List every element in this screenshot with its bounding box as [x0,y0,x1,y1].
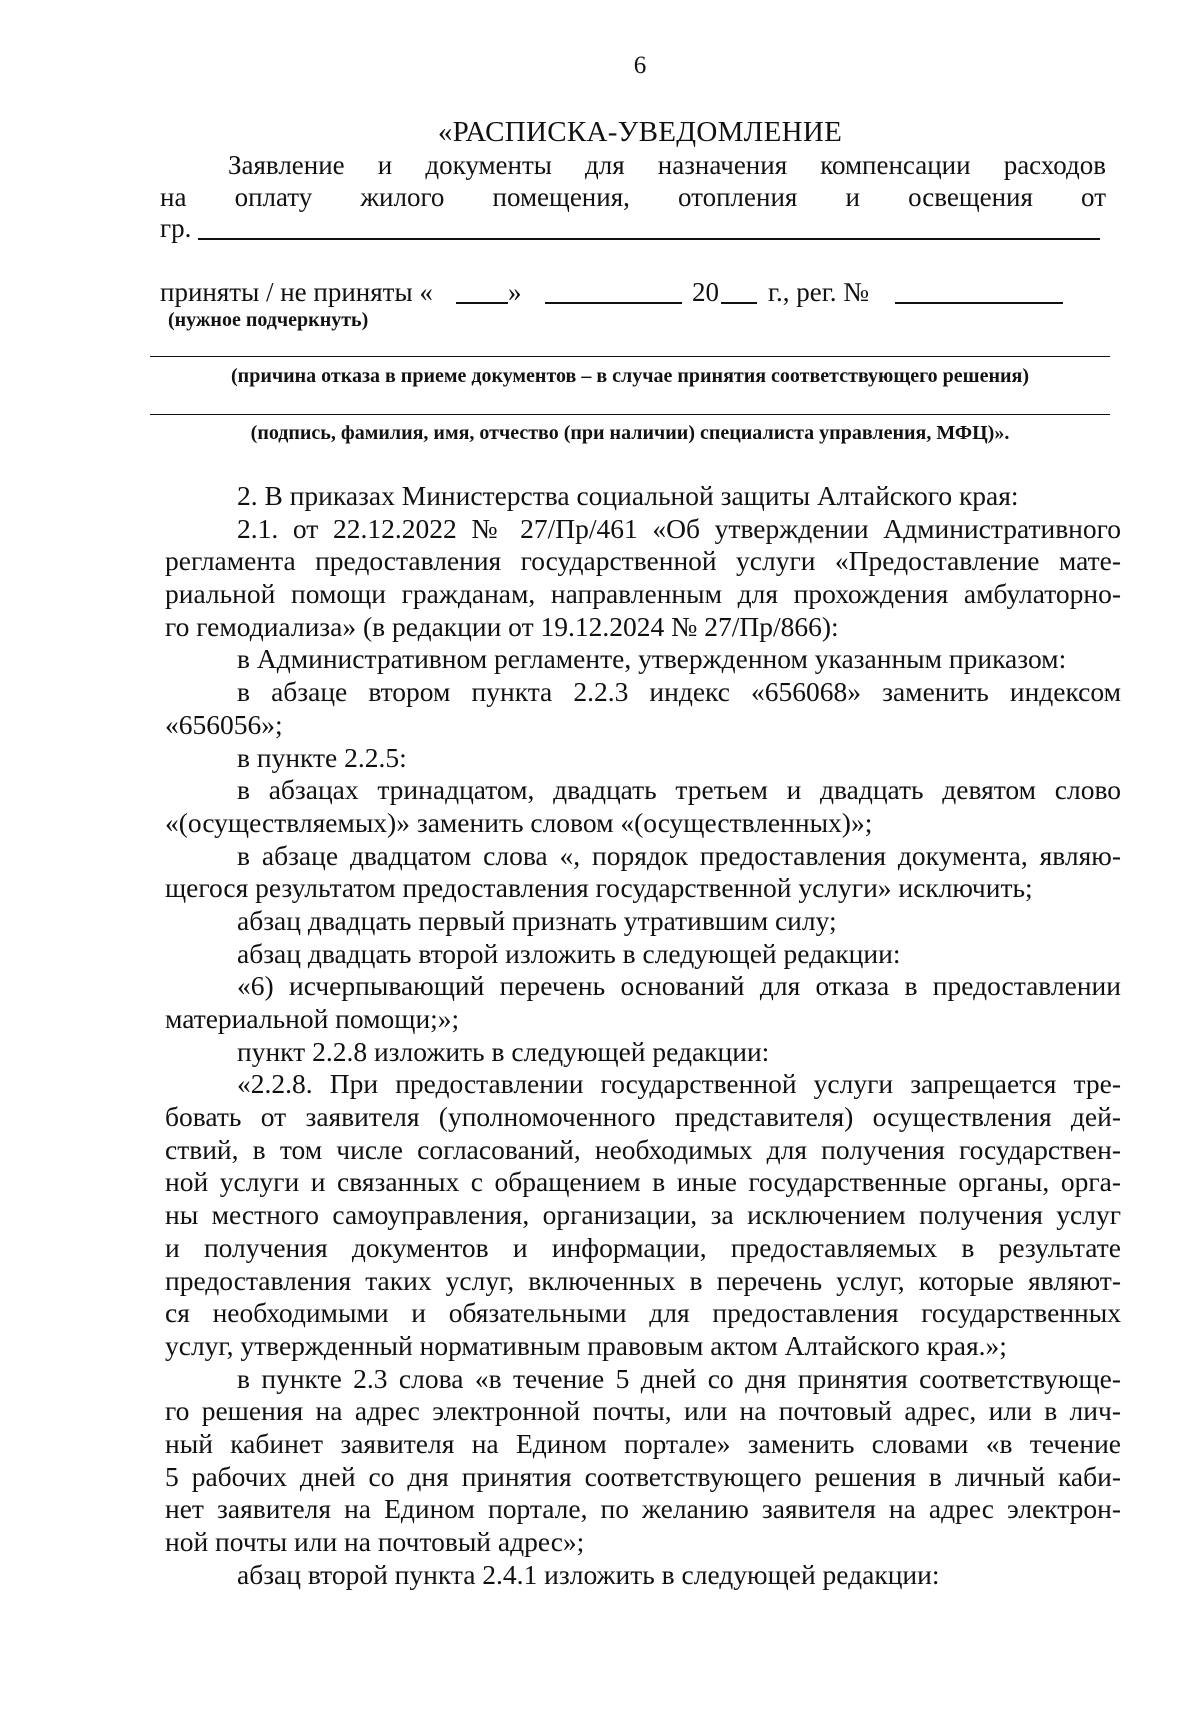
text-line: абзац второй пункта 2.4.1 изложить в следующей редакции: [237,1558,940,1590]
refusal-caption: (причина отказа в приеме документов – в случае принятия соответствующего решения) [231,365,1029,387]
receipt-intro-line-2: на оплату жилого помещения, отопления и освещения от [160,182,1106,212]
text-line: «2.2.8. При предоставлении государственной услуги запрещается тре- [237,1068,1121,1100]
text-line: услуг, утвержденный нормативным правовым актом Алтайского края.»; [165,1329,1007,1361]
text-line: пункт 2.2.8 изложить в следующей редакции: [237,1035,770,1067]
citizen-name-line[interactable] [198,238,1100,240]
quote-close: » [508,277,522,307]
text-line: и получения документов и информации, предоставляемых в результате [165,1231,1121,1263]
text-line: в пункте 2.2.5: [237,741,407,773]
text-line: «(осуществляемых)» заменить словом «(осуществленных)»; [165,806,873,838]
reg-number-blank[interactable] [895,302,1063,304]
signature-caption: (подпись, фамилия, имя, отчество (при наличии) специалиста управления, МФЦ)». [250,422,1010,444]
text-line: в абзаце втором пункта 2.2.3 индекс «656068» заменить индексом [237,676,1121,708]
underline-hint: (нужное подчеркнуть) [168,309,369,331]
body-text [165,480,1121,1591]
day-blank[interactable] [456,302,508,304]
text-line: 2.1. от 22.12.2022 № 27/Пр/461 «Об утверждении Административного [237,512,1121,544]
text-line: регламента предоставления государственной услуги «Предоставление мате- [165,545,1121,577]
text-line: ной почты или на почтовый адрес»; [165,1526,585,1557]
receipt-title: «РАСПИСКА-УВЕДОМЛЕНИЕ [437,116,843,148]
text-line: в абзацах тринадцатом, двадцать третьем и двадцать девятом слово [237,774,1121,806]
text-line: предоставления таких услуг, включенных в перечень услуг, которые являют- [165,1264,1121,1296]
signature-line[interactable] [150,414,1110,415]
text-line: ся необходимыми и обязательными для предоставления государственных [165,1297,1121,1329]
refusal-reason-line[interactable] [150,356,1110,357]
accepted-label: приняты / не приняты « [160,277,433,307]
receipt-intro-line-1: Заявление и документы для назначения компенсации расходов [228,150,1106,180]
text-line: го решения на адрес электронной почты, или на почтовый адрес, или в лич- [165,1395,1121,1427]
text-line: ны местного самоуправления, организации, за исключением получения услуг [165,1199,1121,1231]
year-prefix: 20 [692,277,719,307]
citizen-label: гр. [160,213,192,243]
text-line: в абзаце двадцатом слова «, порядок предоставления документа, являю- [237,839,1121,871]
text-line: 5 рабочих дней со дня принятия соответствующего решения в личный каби- [165,1460,1121,1492]
text-line: 2. В приказах Министерства социальной защиты Алтайского края: [237,480,1019,511]
text-line: го гемодиализа» (в редакции от 19.12.2024 № 27/Пр/866): [165,610,839,642]
text-line: ной услуги и связанных с обращением в иные государственные органы, орга- [165,1166,1121,1198]
text-line: ствий, в том числе согласований, необходимых для получения государствен- [165,1133,1121,1165]
text-line: «6) исчерпывающий перечень оснований для отказа в предоставлении [237,970,1121,1002]
text-line: щегося результатом предоставления государственной услуги» исключить; [165,872,1033,904]
text-line: «656056»; [165,708,283,740]
text-line: абзац двадцать второй изложить в следующей редакции: [237,937,901,969]
text-line: материальной помощи;»; [165,1003,460,1034]
text-line: нет заявителя на Едином портале, по желанию заявителя на адрес электрон- [165,1493,1121,1525]
text-line: в Административном регламенте, утвержденном указанным приказом: [237,643,1067,675]
text-line: в пункте 2.3 слова «в течение 5 дней со дня принятия соответствующе- [237,1362,1121,1394]
text-line: абзац двадцать первый признать утратившим силу; [237,904,837,936]
text-line: ный кабинет заявителя на Едином портале» заменить словами «в течение [165,1427,1121,1459]
text-line: риальной помощи гражданам, направленным для прохождения амбулаторно- [165,578,1121,610]
year-blank[interactable] [721,302,757,304]
text-line: бовать от заявителя (уполномоченного представителя) осуществления дей- [165,1101,1121,1133]
month-blank[interactable] [545,302,682,304]
page-number: 6 [633,52,647,79]
reg-label: г., рег. № [768,277,870,307]
